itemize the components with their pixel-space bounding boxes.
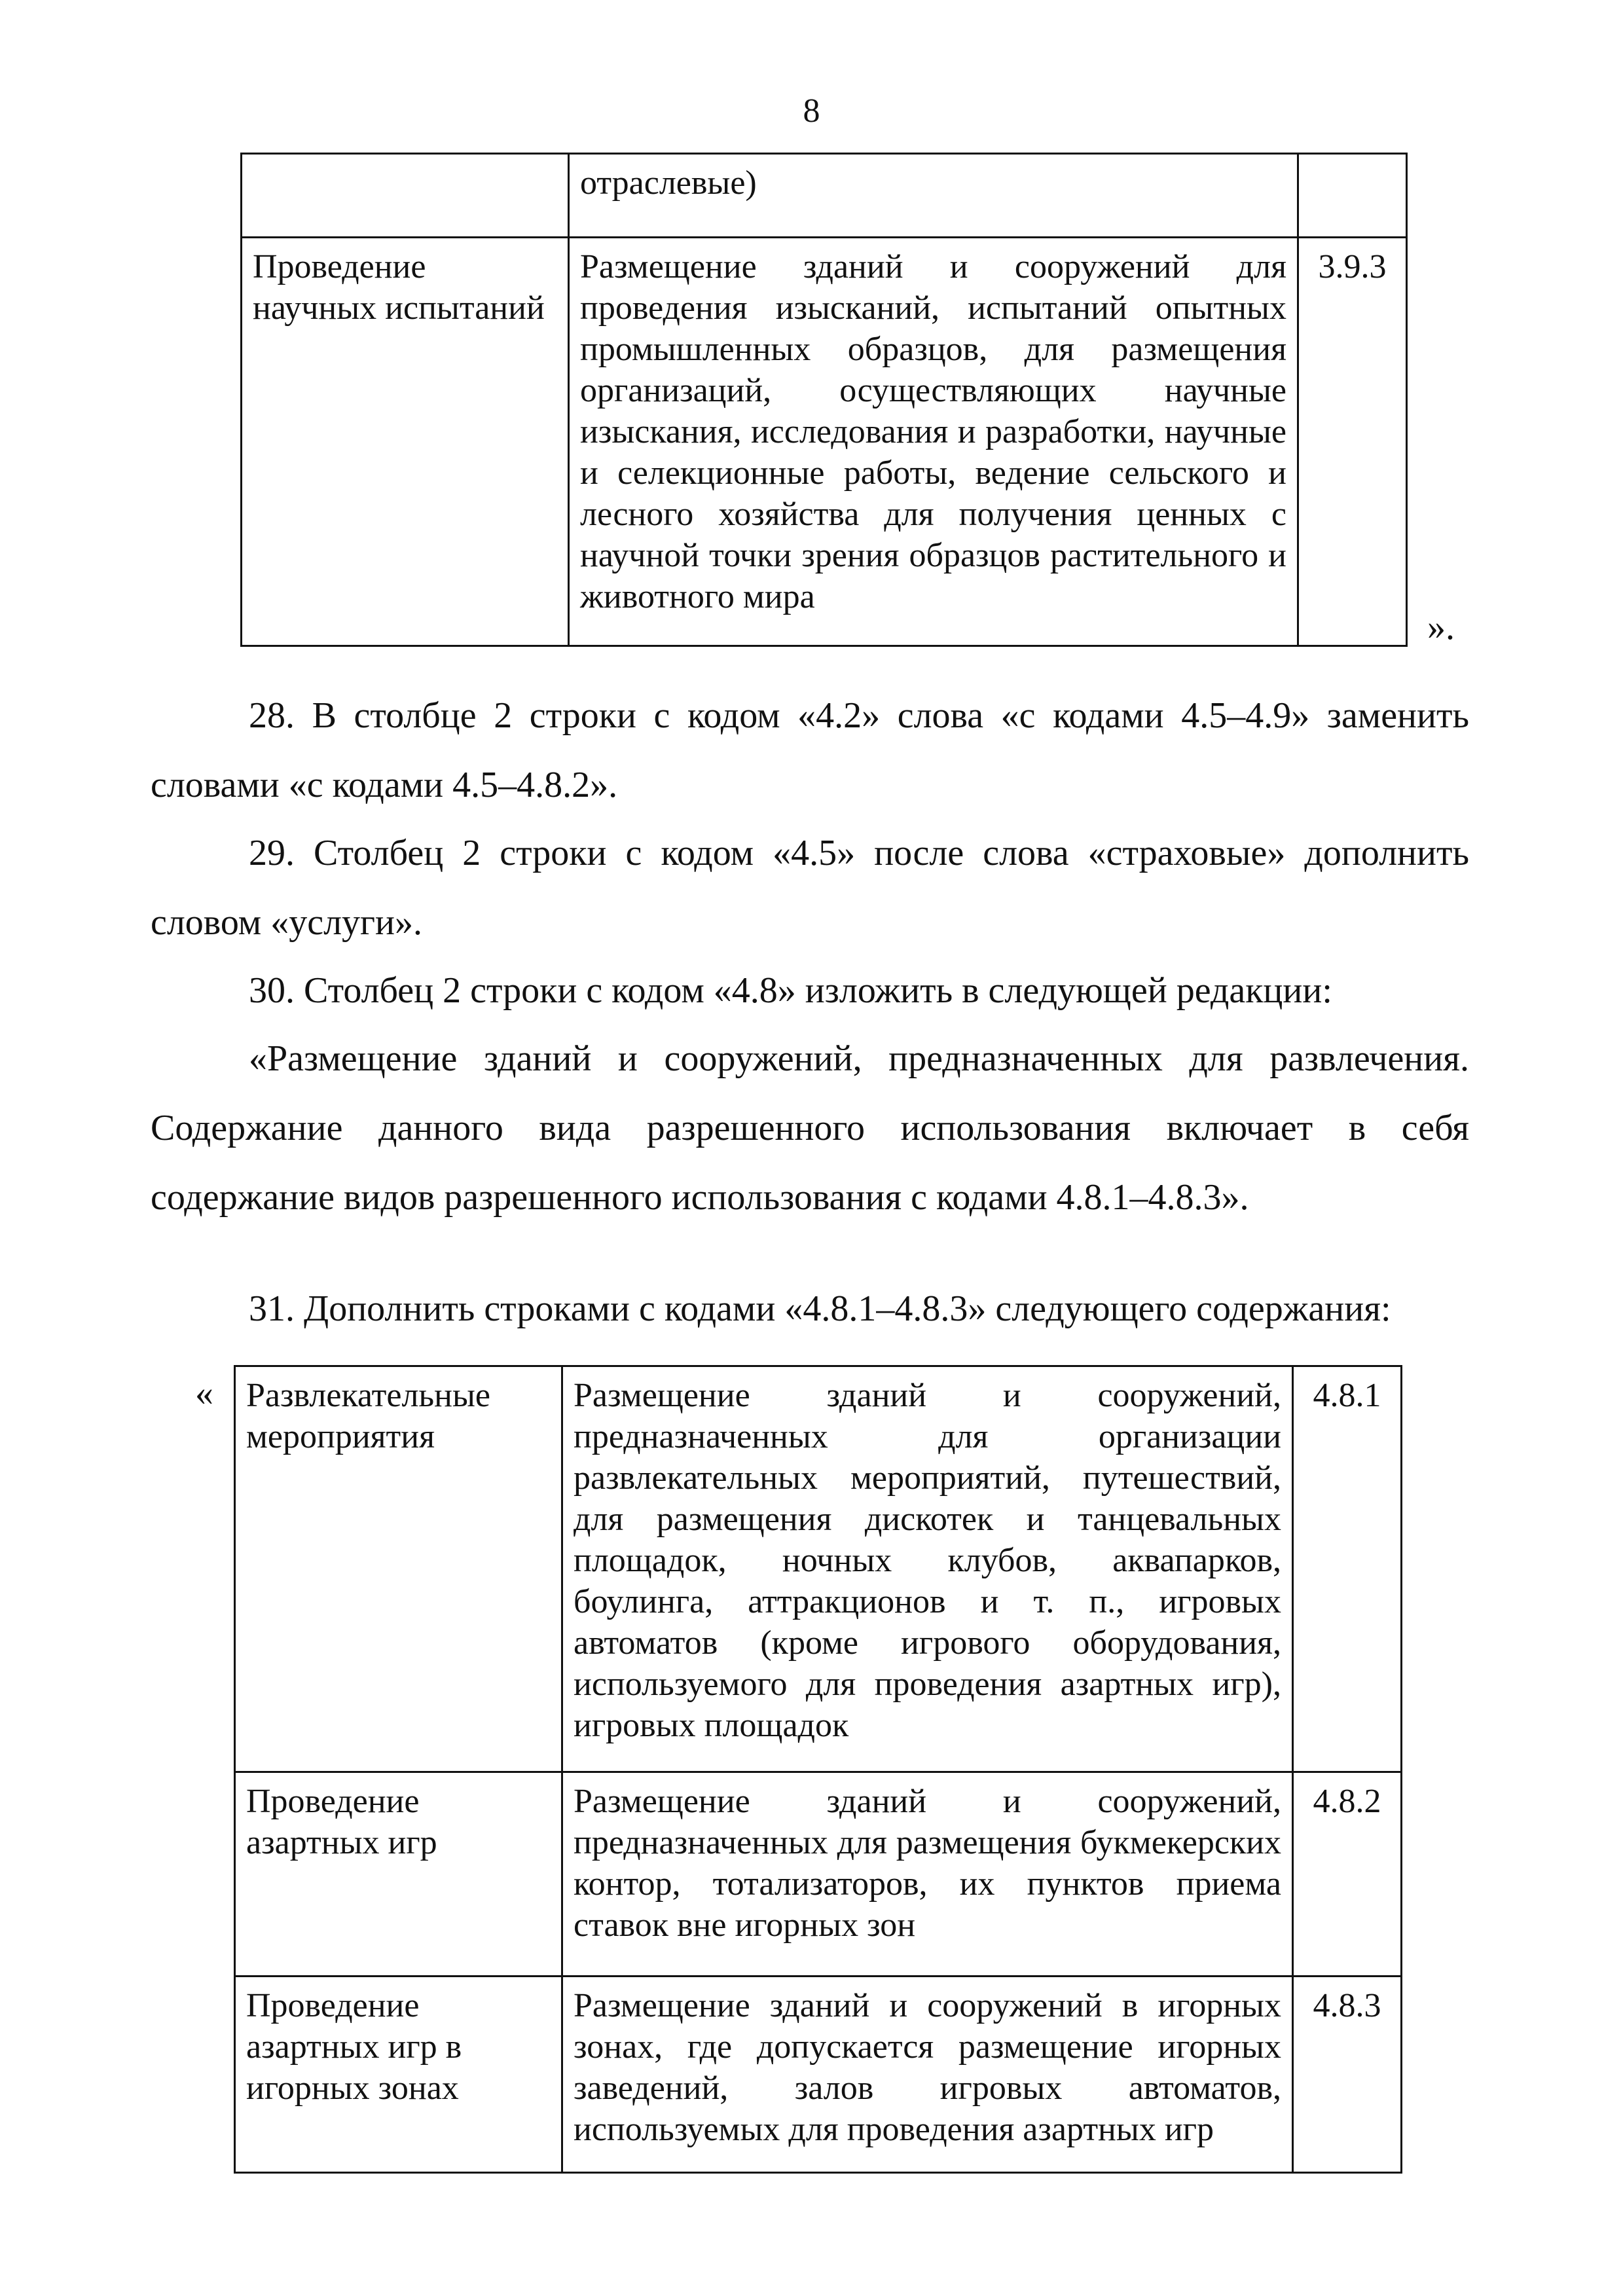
- paragraph-31: 31. Дополнить строками с кодами «4.8.1–4.8.3» следующего содержания:: [249, 1288, 1391, 1329]
- table-row: [235, 1366, 1402, 1772]
- use-name-cell: [242, 154, 569, 238]
- use-description-cell: Размещение зданий и сооружений в игорных зонах, где допускается размещение игорных заведений, залов игровых автоматов, используемых для проведения азартных игр: [562, 1977, 1293, 2173]
- paragraph-30: 30. Столбец 2 строки с кодом «4.8» изложить в следующей редакции:: [249, 970, 1332, 1011]
- use-code-cell: 4.8.3: [1293, 1977, 1402, 2173]
- land-use-table-top: [240, 153, 1408, 647]
- use-description-cell: Размещение зданий и сооружений, предназначенных для организации развлекательных мероприятий, путешествий, для размещения дискотек и танцевальных площадок, ночных клубов, аквапарков, боулинга, аттракционов и т. п., игровых автоматов (кроме игрового оборудования, используемого для проведения азартных игр), игровых площадок: [562, 1366, 1293, 1772]
- use-description-cell: Размещение зданий и сооружений для проведения изысканий, испытаний опытных промышленных образцов, для размещения организаций, осуществляющих научные изыскания, исследования и разработки, научные и селекционные работы, ведение сельского и лесного хозяйства для получения ценных с научной точки зрения образцов растительного и животного мира: [569, 238, 1298, 646]
- land-use-table-bottom: [234, 1365, 1402, 2174]
- use-code-cell: 3.9.3: [1298, 238, 1407, 646]
- use-name-cell: Развлекательные мероприятия: [235, 1366, 562, 1772]
- use-code-cell: 4.8.1: [1293, 1366, 1402, 1772]
- paragraph-28: 28. В столбце 2 строки с кодом «4.2» слова «с кодами 4.5–4.9» заменить словами «с кодами 4.5–4.8.2».: [151, 695, 1469, 805]
- page-number: 8: [803, 92, 820, 130]
- table-row: [242, 154, 1407, 238]
- use-name-cell: Проведение научных испытаний: [242, 238, 569, 646]
- use-name-cell: Проведение азартных игр в игорных зонах: [235, 1977, 562, 2173]
- table-row: [235, 1772, 1402, 1977]
- use-code-cell: 4.8.2: [1293, 1772, 1402, 1977]
- use-name-cell: Проведение азартных игр: [235, 1772, 562, 1977]
- opening-quote: «: [195, 1373, 213, 1413]
- paragraph-29: 29. Столбец 2 строки с кодом «4.5» после слова «страховые» дополнить словом «услуги».: [151, 833, 1469, 943]
- use-description-cell: отраслевые): [569, 154, 1298, 238]
- table-row: [242, 238, 1407, 646]
- use-description-cell: Размещение зданий и сооружений, предназначенных для размещения букмекерских контор, тотализаторов, их пунктов приема ставок вне игорных зон: [562, 1772, 1293, 1977]
- paragraph-30-quote: «Размещение зданий и сооружений, предназначенных для развлечения. Содержание данного вида разрешенного использования включает в себя содержание видов разрешенного использования с кодами 4.8.1–4.8.3».: [151, 1038, 1469, 1218]
- closing-quote: ».: [1427, 607, 1455, 647]
- table-row: [235, 1977, 1402, 2173]
- use-code-cell: [1298, 154, 1407, 238]
